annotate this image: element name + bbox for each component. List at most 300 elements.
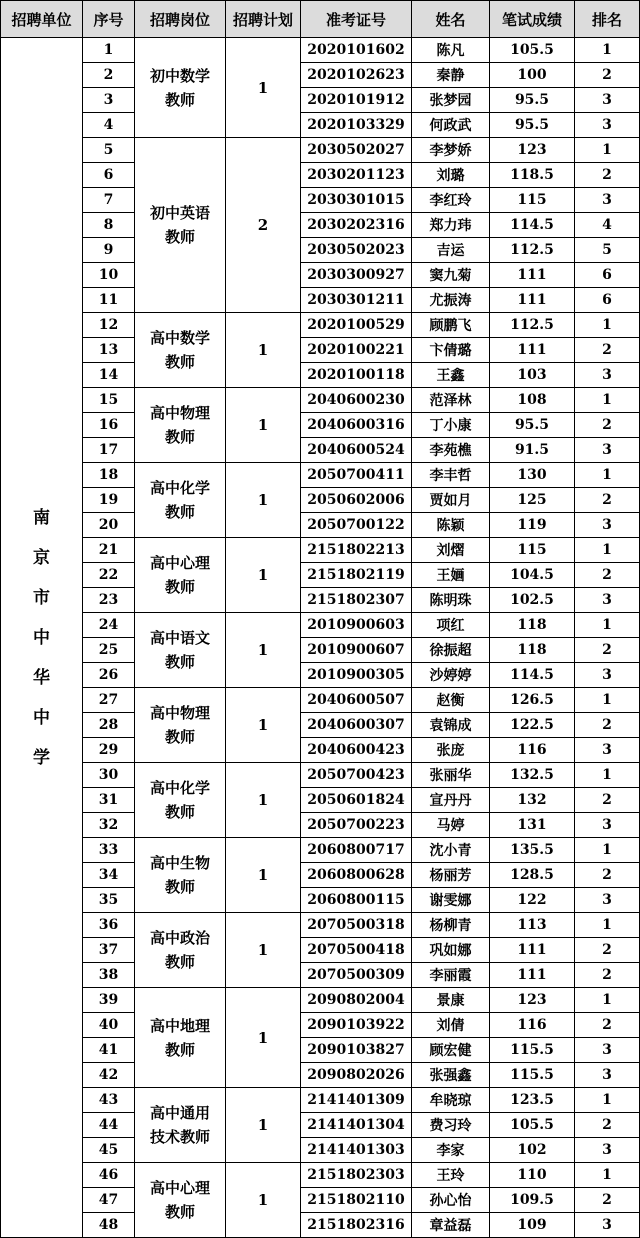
candidate-name: 景康	[412, 988, 490, 1013]
table-row	[1, 613, 640, 638]
rank: 3	[575, 188, 640, 213]
rank: 1	[575, 38, 640, 63]
row-index: 7	[83, 188, 135, 213]
position-line: 教师	[164, 578, 195, 596]
rank: 3	[575, 588, 640, 613]
position-line: 高中心理	[149, 1179, 210, 1197]
rank: 2	[575, 963, 640, 988]
row-index: 32	[83, 813, 135, 838]
candidate-name: 范泽林	[412, 388, 490, 413]
exam-id: 2020101602	[301, 38, 412, 63]
position-line: 初中数学	[149, 66, 210, 85]
row-index: 10	[83, 263, 135, 288]
position-line: 教师	[164, 878, 195, 896]
row-index: 6	[83, 163, 135, 188]
exam-id: 2020102623	[301, 63, 412, 88]
candidate-name: 马婷	[412, 813, 490, 838]
exam-id: 2141401303	[301, 1138, 412, 1163]
table-row	[1, 163, 640, 188]
candidate-name: 张丽华	[412, 763, 490, 788]
plan-cell: 1	[226, 838, 301, 913]
plan-cell: 1	[226, 988, 301, 1088]
exam-id: 2151802110	[301, 1188, 412, 1213]
rank: 2	[575, 413, 640, 438]
written-score: 105.5	[490, 1113, 575, 1138]
plan-cell: 1	[226, 463, 301, 538]
rank: 2	[575, 938, 640, 963]
row-index: 30	[83, 763, 135, 788]
written-score: 132.5	[490, 763, 575, 788]
position-line: 高中通用	[149, 1104, 210, 1122]
exam-id: 2020100529	[301, 313, 412, 338]
written-score: 114.5	[490, 663, 575, 688]
table-row	[1, 138, 640, 163]
position-line: 高中心理	[149, 554, 210, 572]
written-score: 103	[490, 363, 575, 388]
position-line: 高中化学	[149, 779, 210, 797]
written-score: 111	[490, 963, 575, 988]
written-score: 128.5	[490, 863, 575, 888]
written-score: 111	[490, 338, 575, 363]
row-index: 42	[83, 1063, 135, 1088]
plan-cell: 1	[226, 1163, 301, 1238]
exam-id: 2070500418	[301, 938, 412, 963]
candidate-name: 刘熠	[412, 538, 490, 563]
position-line: 高中物理	[149, 704, 210, 722]
recruiting-unit-char: 市	[33, 587, 50, 608]
row-index: 36	[83, 913, 135, 938]
row-index: 39	[83, 988, 135, 1013]
row-index: 5	[83, 138, 135, 163]
row-index: 8	[83, 213, 135, 238]
header-row	[1, 1, 640, 38]
candidate-name: 陈明珠	[412, 588, 490, 613]
written-score: 111	[490, 263, 575, 288]
row-index: 20	[83, 513, 135, 538]
table-row	[1, 313, 640, 338]
recruiting-unit-char: 中	[33, 627, 50, 648]
written-score: 109	[490, 1213, 575, 1238]
table-row	[1, 38, 640, 63]
candidate-name: 李苑樵	[412, 438, 490, 463]
candidate-name: 刘倩	[412, 1013, 490, 1038]
position-line: 技术教师	[149, 1128, 210, 1146]
rank: 3	[575, 113, 640, 138]
row-index: 46	[83, 1163, 135, 1188]
rank: 3	[575, 1038, 640, 1063]
rank: 1	[575, 1163, 640, 1188]
exam-id: 2141401309	[301, 1088, 412, 1113]
exam-id: 2151802119	[301, 563, 412, 588]
table-row	[1, 788, 640, 813]
candidate-name: 陈颖	[412, 513, 490, 538]
position-cell	[135, 763, 226, 838]
exam-id: 2020100221	[301, 338, 412, 363]
table-row	[1, 113, 640, 138]
written-score: 119	[490, 513, 575, 538]
row-index: 12	[83, 313, 135, 338]
rank: 2	[575, 488, 640, 513]
table-body	[1, 38, 640, 1238]
written-score: 112.5	[490, 238, 575, 263]
plan-cell: 1	[226, 688, 301, 763]
written-score: 123	[490, 988, 575, 1013]
candidate-name: 刘璐	[412, 163, 490, 188]
exam-id: 2060800628	[301, 863, 412, 888]
exam-id: 2030502027	[301, 138, 412, 163]
exam-id: 2151802316	[301, 1213, 412, 1238]
candidate-name: 张强鑫	[412, 1063, 490, 1088]
row-index: 19	[83, 488, 135, 513]
candidate-name: 项红	[412, 613, 490, 638]
row-index: 47	[83, 1188, 135, 1213]
table-row	[1, 813, 640, 838]
candidate-name: 张庞	[412, 738, 490, 763]
table-row	[1, 338, 640, 363]
exam-id: 2040600507	[301, 688, 412, 713]
candidate-name: 王玲	[412, 1163, 490, 1188]
exam-id: 2050700223	[301, 813, 412, 838]
written-score: 115.5	[490, 1063, 575, 1088]
written-score: 102.5	[490, 588, 575, 613]
exam-id: 2020100118	[301, 363, 412, 388]
table-row	[1, 938, 640, 963]
row-index: 45	[83, 1138, 135, 1163]
table-row	[1, 1163, 640, 1188]
rank: 2	[575, 163, 640, 188]
rank: 6	[575, 288, 640, 313]
written-score: 126.5	[490, 688, 575, 713]
table-row	[1, 288, 640, 313]
written-score: 131	[490, 813, 575, 838]
table-row	[1, 538, 640, 563]
table-row	[1, 88, 640, 113]
written-score: 123.5	[490, 1088, 575, 1113]
exam-id: 2030301211	[301, 288, 412, 313]
rank: 1	[575, 463, 640, 488]
written-score: 91.5	[490, 438, 575, 463]
written-score: 130	[490, 463, 575, 488]
candidate-name: 窦九菊	[412, 263, 490, 288]
written-score: 105.5	[490, 38, 575, 63]
rank: 2	[575, 638, 640, 663]
exam-id: 2050601824	[301, 788, 412, 813]
exam-id: 2040600307	[301, 713, 412, 738]
candidate-name: 王鑫	[412, 363, 490, 388]
table-row	[1, 1013, 640, 1038]
exam-id: 2070500309	[301, 963, 412, 988]
position-line: 高中政治	[149, 929, 210, 947]
candidate-name: 杨丽芳	[412, 863, 490, 888]
table-row	[1, 838, 640, 863]
written-score: 125	[490, 488, 575, 513]
rank: 4	[575, 213, 640, 238]
table-row	[1, 463, 640, 488]
table-row	[1, 1138, 640, 1163]
written-score: 122	[490, 888, 575, 913]
position-line: 教师	[164, 1040, 195, 1059]
exam-id: 2020103329	[301, 113, 412, 138]
candidate-name: 章益磊	[412, 1213, 490, 1238]
rank: 3	[575, 738, 640, 763]
exam-id: 2040600423	[301, 738, 412, 763]
exam-id: 2010900305	[301, 663, 412, 688]
position-line: 教师	[164, 728, 195, 746]
rank: 1	[575, 913, 640, 938]
row-index: 27	[83, 688, 135, 713]
table-row	[1, 563, 640, 588]
written-score: 95.5	[490, 413, 575, 438]
table-row	[1, 738, 640, 763]
table-row	[1, 888, 640, 913]
written-score: 135.5	[490, 838, 575, 863]
exam-id: 2040600230	[301, 388, 412, 413]
header-score: 笔试成绩	[490, 1, 575, 38]
table-row	[1, 1063, 640, 1088]
candidate-name: 丁小康	[412, 413, 490, 438]
rank: 2	[575, 563, 640, 588]
written-score: 114.5	[490, 213, 575, 238]
header-exam-id: 准考证号	[301, 1, 412, 38]
exam-id: 2090802026	[301, 1063, 412, 1088]
position-cell	[135, 38, 226, 138]
exam-id: 2050700411	[301, 463, 412, 488]
row-index: 24	[83, 613, 135, 638]
header-unit: 招聘单位	[1, 1, 83, 38]
row-index: 43	[83, 1088, 135, 1113]
written-score: 115	[490, 538, 575, 563]
written-score: 116	[490, 738, 575, 763]
written-score: 108	[490, 388, 575, 413]
row-index: 41	[83, 1038, 135, 1063]
rank: 6	[575, 263, 640, 288]
position-cell	[135, 913, 226, 988]
row-index: 3	[83, 88, 135, 113]
candidate-name: 贾如月	[412, 488, 490, 513]
rank: 3	[575, 663, 640, 688]
written-score: 123	[490, 138, 575, 163]
table-row	[1, 688, 640, 713]
rank: 3	[575, 438, 640, 463]
row-index: 16	[83, 413, 135, 438]
candidate-name: 袁锦成	[412, 713, 490, 738]
table-row	[1, 763, 640, 788]
plan-cell: 1	[226, 388, 301, 463]
table-row	[1, 513, 640, 538]
plan-cell: 1	[226, 763, 301, 838]
rank: 1	[575, 613, 640, 638]
exam-id: 2090802004	[301, 988, 412, 1013]
table-row	[1, 388, 640, 413]
candidate-name: 郑力玮	[412, 213, 490, 238]
exam-id: 2090103922	[301, 1013, 412, 1038]
position-line: 高中物理	[149, 404, 210, 422]
table-row	[1, 1188, 640, 1213]
table-row	[1, 1113, 640, 1138]
row-index: 34	[83, 863, 135, 888]
position-line: 教师	[164, 953, 195, 971]
plan-cell: 1	[226, 313, 301, 388]
rank: 2	[575, 863, 640, 888]
candidate-name: 李梦娇	[412, 138, 490, 163]
written-score: 116	[490, 1013, 575, 1038]
candidate-name: 徐振超	[412, 638, 490, 663]
plan-cell: 1	[226, 38, 301, 138]
exam-id: 2070500318	[301, 913, 412, 938]
candidate-name: 李丰哲	[412, 463, 490, 488]
table-row	[1, 588, 640, 613]
rank: 2	[575, 63, 640, 88]
written-score: 122.5	[490, 713, 575, 738]
table-row	[1, 963, 640, 988]
row-index: 21	[83, 538, 135, 563]
row-index: 31	[83, 788, 135, 813]
candidate-name: 顾宏健	[412, 1038, 490, 1063]
candidate-name: 何政武	[412, 113, 490, 138]
written-score: 118.5	[490, 163, 575, 188]
position-cell	[135, 1088, 226, 1163]
position-line: 高中数学	[149, 329, 210, 347]
row-index: 37	[83, 938, 135, 963]
table-row	[1, 438, 640, 463]
exam-id: 2141401304	[301, 1113, 412, 1138]
exam-id: 2151802307	[301, 588, 412, 613]
written-score: 111	[490, 288, 575, 313]
written-score: 110	[490, 1163, 575, 1188]
position-cell	[135, 463, 226, 538]
position-line: 初中英语	[149, 204, 210, 222]
rank: 3	[575, 888, 640, 913]
row-index: 38	[83, 963, 135, 988]
position-line: 高中生物	[149, 854, 210, 872]
plan-cell: 1	[226, 613, 301, 688]
row-index: 2	[83, 63, 135, 88]
candidate-name: 沙婷婷	[412, 663, 490, 688]
rank: 3	[575, 1063, 640, 1088]
recruiting-unit-char: 京	[33, 547, 50, 568]
written-score: 118	[490, 638, 575, 663]
header-plan: 招聘计划	[226, 1, 301, 38]
rank: 2	[575, 1013, 640, 1038]
row-index: 33	[83, 838, 135, 863]
row-index: 4	[83, 113, 135, 138]
position-line: 教师	[164, 653, 195, 671]
exam-id: 2030301015	[301, 188, 412, 213]
rank: 1	[575, 1088, 640, 1113]
position-line: 教师	[164, 503, 195, 521]
table-row	[1, 713, 640, 738]
exam-id: 2030202316	[301, 213, 412, 238]
exam-id: 2060800115	[301, 888, 412, 913]
header-name: 姓名	[412, 1, 490, 38]
exam-id: 2030502023	[301, 238, 412, 263]
candidate-name: 吉运	[412, 238, 490, 263]
table-row	[1, 263, 640, 288]
position-cell	[135, 838, 226, 913]
row-index: 18	[83, 463, 135, 488]
candidate-name: 巩如娜	[412, 938, 490, 963]
position-line: 教师	[164, 428, 195, 446]
exam-id: 2151802303	[301, 1163, 412, 1188]
table-row	[1, 363, 640, 388]
rank: 1	[575, 763, 640, 788]
row-index: 14	[83, 363, 135, 388]
exam-id: 2010900607	[301, 638, 412, 663]
candidate-name: 陈凡	[412, 38, 490, 63]
position-cell	[135, 1163, 226, 1238]
position-cell	[135, 538, 226, 613]
row-index: 11	[83, 288, 135, 313]
candidate-name: 李红玲	[412, 188, 490, 213]
row-index: 1	[83, 38, 135, 63]
exam-id: 2010900603	[301, 613, 412, 638]
rank: 1	[575, 388, 640, 413]
rank: 3	[575, 88, 640, 113]
written-score: 118	[490, 613, 575, 638]
table-row	[1, 863, 640, 888]
exam-id: 2090103827	[301, 1038, 412, 1063]
rank: 3	[575, 813, 640, 838]
table-row	[1, 1088, 640, 1113]
written-score: 115	[490, 188, 575, 213]
exam-id: 2020101912	[301, 88, 412, 113]
header-rank: 排名	[575, 1, 640, 38]
row-index: 28	[83, 713, 135, 738]
position-line: 教师	[164, 90, 195, 109]
candidate-name: 卞倩璐	[412, 338, 490, 363]
written-score: 112.5	[490, 313, 575, 338]
table-row	[1, 63, 640, 88]
rank: 1	[575, 538, 640, 563]
position-cell	[135, 138, 226, 313]
candidate-name: 李家	[412, 1138, 490, 1163]
table-row	[1, 188, 640, 213]
rank: 1	[575, 988, 640, 1013]
rank: 2	[575, 788, 640, 813]
header-position: 招聘岗位	[135, 1, 226, 38]
candidate-name: 牟晓琼	[412, 1088, 490, 1113]
table-row	[1, 238, 640, 263]
row-index: 26	[83, 663, 135, 688]
exam-id: 2151802213	[301, 538, 412, 563]
position-cell	[135, 313, 226, 388]
written-score: 132	[490, 788, 575, 813]
exam-id: 2040600316	[301, 413, 412, 438]
table-row	[1, 413, 640, 438]
rank: 1	[575, 838, 640, 863]
candidate-name: 孙心怡	[412, 1188, 490, 1213]
row-index: 25	[83, 638, 135, 663]
exam-id: 2040600524	[301, 438, 412, 463]
candidate-name: 宣丹丹	[412, 788, 490, 813]
candidate-name: 费习玲	[412, 1113, 490, 1138]
exam-id: 2050602006	[301, 488, 412, 513]
table-row	[1, 663, 640, 688]
candidate-name: 尤振涛	[412, 288, 490, 313]
candidate-name: 顾鹏飞	[412, 313, 490, 338]
rank: 3	[575, 513, 640, 538]
written-score: 104.5	[490, 563, 575, 588]
candidate-name: 张梦园	[412, 88, 490, 113]
position-cell	[135, 613, 226, 688]
table-row	[1, 988, 640, 1013]
position-line: 教师	[164, 1203, 195, 1221]
candidate-name: 王婳	[412, 563, 490, 588]
written-score: 113	[490, 913, 575, 938]
candidate-name: 谢雯娜	[412, 888, 490, 913]
exam-id: 2050700122	[301, 513, 412, 538]
plan-cell: 2	[226, 138, 301, 313]
